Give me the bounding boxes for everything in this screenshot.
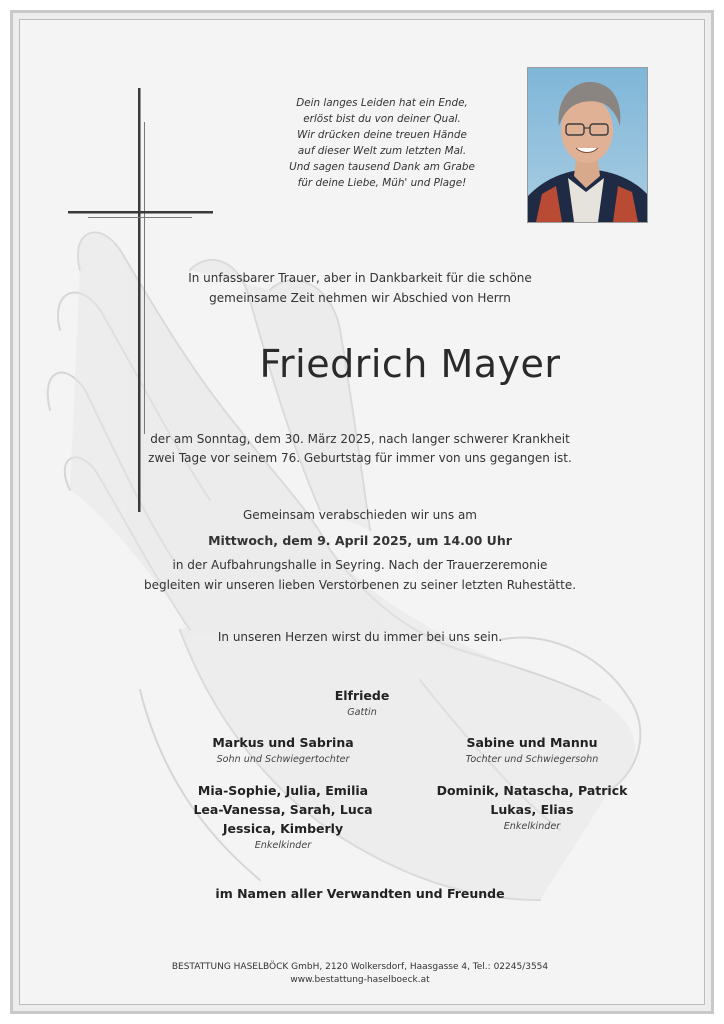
poem	[262, 95, 502, 191]
intro-text	[120, 268, 600, 308]
family-grandchildren-left	[173, 781, 393, 853]
family-role: Sohn und Schwiegertochter	[216, 754, 350, 765]
poem-line: für deine Liebe, Müh' und Plage!	[297, 177, 467, 189]
death-line: zwei Tage vor seinem 76. Geburtstag für immer von uns gegangen ist.	[148, 451, 572, 465]
family-son	[183, 733, 383, 767]
family-role: Gattin	[347, 707, 377, 718]
family-name: Markus und Sabrina	[212, 735, 354, 750]
poem-line: Dein langes Leiden hat ein Ende,	[296, 97, 468, 109]
family-daughter	[432, 733, 632, 767]
footer-address: BESTATTUNG HASELBÖCK GmbH, 2120 Wolkersdorf, Haasgasse 4, Tel.: 02245/3554	[171, 962, 549, 972]
family-name: Lukas, Elias	[490, 802, 574, 817]
family-name: Jessica, Kimberly	[222, 821, 344, 836]
portrait-photo	[527, 67, 648, 223]
hearts-line: In unseren Herzen wirst du immer bei uns sein.	[217, 630, 503, 644]
family-role: Enkelkinder	[254, 840, 312, 851]
death-notice	[120, 430, 600, 468]
poem-line: Und sagen tausend Dank am Grabe	[289, 161, 475, 173]
poem-line: erlöst bist du von deiner Qual.	[303, 113, 461, 125]
farewell-line: Gemeinsam verabschieden wir uns am	[243, 508, 477, 522]
poem-line: auf dieser Welt zum letzten Mal.	[297, 145, 467, 157]
footer	[120, 961, 600, 987]
family-role: Enkelkinder	[503, 821, 561, 832]
family-wife	[262, 686, 462, 720]
poem-line: Wir drücken deine treuen Hände	[297, 129, 467, 141]
deceased-name: Friedrich Mayer	[259, 342, 561, 386]
family-role: Tochter und Schwiegersohn	[465, 754, 599, 765]
death-line: der am Sonntag, dem 30. März 2025, nach langer schwerer Krankheit	[150, 432, 570, 446]
farewell-line: begleiten wir unseren lieben Verstorbenen zu seiner letzten Ruhestätte.	[143, 578, 577, 592]
family-grandchildren-right	[422, 781, 642, 834]
family-name: Lea-Vanessa, Sarah, Luca	[193, 802, 373, 817]
family-name: Mia-Sophie, Julia, Emilia	[197, 783, 369, 798]
closing-line: im Namen aller Verwandten und Freunde	[215, 886, 505, 901]
intro-line: In unfassbarer Trauer, aber in Dankbarkeit für die schöne	[188, 271, 532, 285]
intro-line: gemeinsame Zeit nehmen wir Abschied von Herrn	[209, 291, 511, 305]
farewell-date: Mittwoch, dem 9. April 2025, um 14.00 Uhr	[208, 533, 512, 548]
farewell-line: in der Aufbahrungshalle in Seyring. Nach der Trauerzeremonie	[172, 558, 548, 572]
footer-website[interactable]: www.bestattung-haselboeck.at	[290, 975, 430, 985]
family-name: Elfriede	[334, 688, 390, 703]
family-name: Sabine und Mannu	[466, 735, 598, 750]
farewell-info	[120, 505, 600, 595]
family-name: Dominik, Natascha, Patrick	[436, 783, 628, 798]
